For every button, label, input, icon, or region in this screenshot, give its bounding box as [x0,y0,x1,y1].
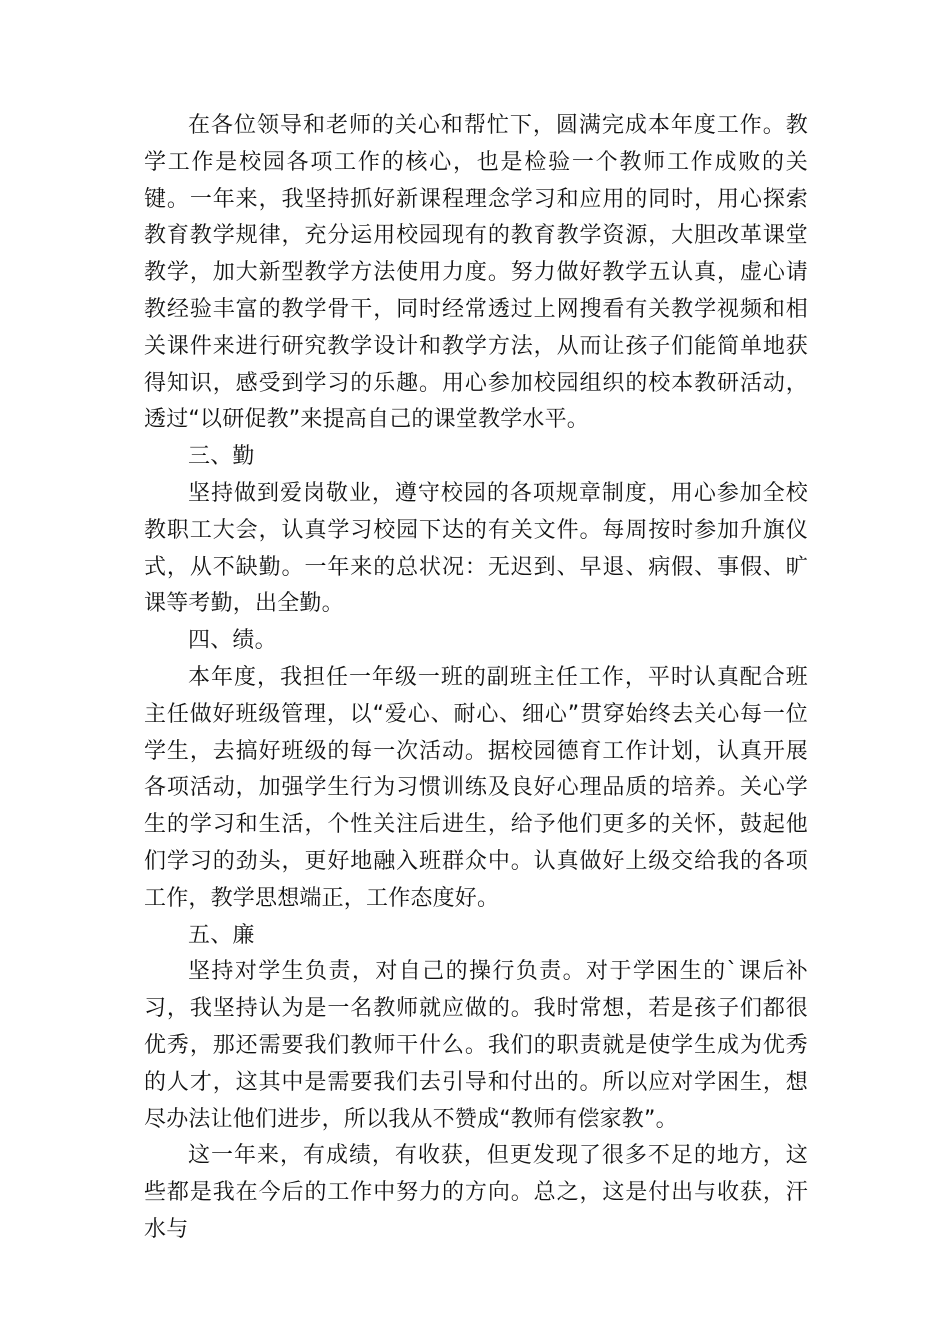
paragraph-achievement: 本年度，我担任一年级一班的副班主任工作，平时认真配合班主任做好班级管理，以“爱心、耐心、细心”贯穿始终去关心每一位学生，去搞好班级的每一次活动。据校园德育工作计划，认真开展各项活动，加强学生行为习惯训练及良好心理品质的培养。关心学生的学习和生活，个性关注后进生，给予他们更多的关怀，鼓起他们学习的劲头，更好地融入班群众中。认真做好上级交给我的各项工作，教学思想端正，工作态度好。 [144,664,808,911]
paragraph-teaching-work: 在各位领导和老师的关心和帮忙下，圆满完成本年度工作。教学工作是校园各项工作的核心，也是检验一个教师工作成败的关键。一年来，我坚持抓好新课程理念学习和应用的同时，用心探索教育教学规律，充分运用校园现有的教育教学资源，大胆改革课堂教学，加大新型教学方法使用力度。努力做好教学五认真，虚心请教经验丰富的教学骨干，同时经常透过上网搜看有关教学视频和相关课件来进行研究教学设计和教学方法，从而让孩子们能简单地获得知识，感受到学习的乐趣。用心参加校园组织的校本教研活动，透过“以研促教”来提高自己的课堂教学水平。 [144,113,808,433]
paragraph-diligence: 坚持做到爱岗敬业，遵守校园的各项规章制度，用心参加全校教职工大会，认真学习校园下达的有关文件。每周按时参加升旗仪式，从不缺勤。一年来的总状况：无迟到、早退、病假、事假、旷课等考勤，出全勤。 [144,480,808,617]
paragraph-integrity: 坚持对学生负责，对自己的操行负责。对于学困生的`课后补习，我坚持认为是一名教师就应做的。我时常想，若是孩子们都很优秀，那还需要我们教师干什么。我们的职责就是使学生成为优秀的人才，这其中是需要我们去引导和付出的。所以应对学困生，想尽办法让他们进步，所以我从不赞成“教师有偿家教”。 [144,959,808,1132]
section-heading-diligence: 三、勤 [188,444,255,470]
section-heading-achievement: 四、绩。 [188,628,277,654]
document-body [144,108,808,1249]
section-heading-integrity: 五、廉 [188,922,255,948]
paragraph-conclusion: 这一年来，有成绩，有收获，但更发现了很多不足的地方，这些都是我在今后的工作中努力的方向。总之，这是付出与收获，汗水与 [144,1143,808,1242]
